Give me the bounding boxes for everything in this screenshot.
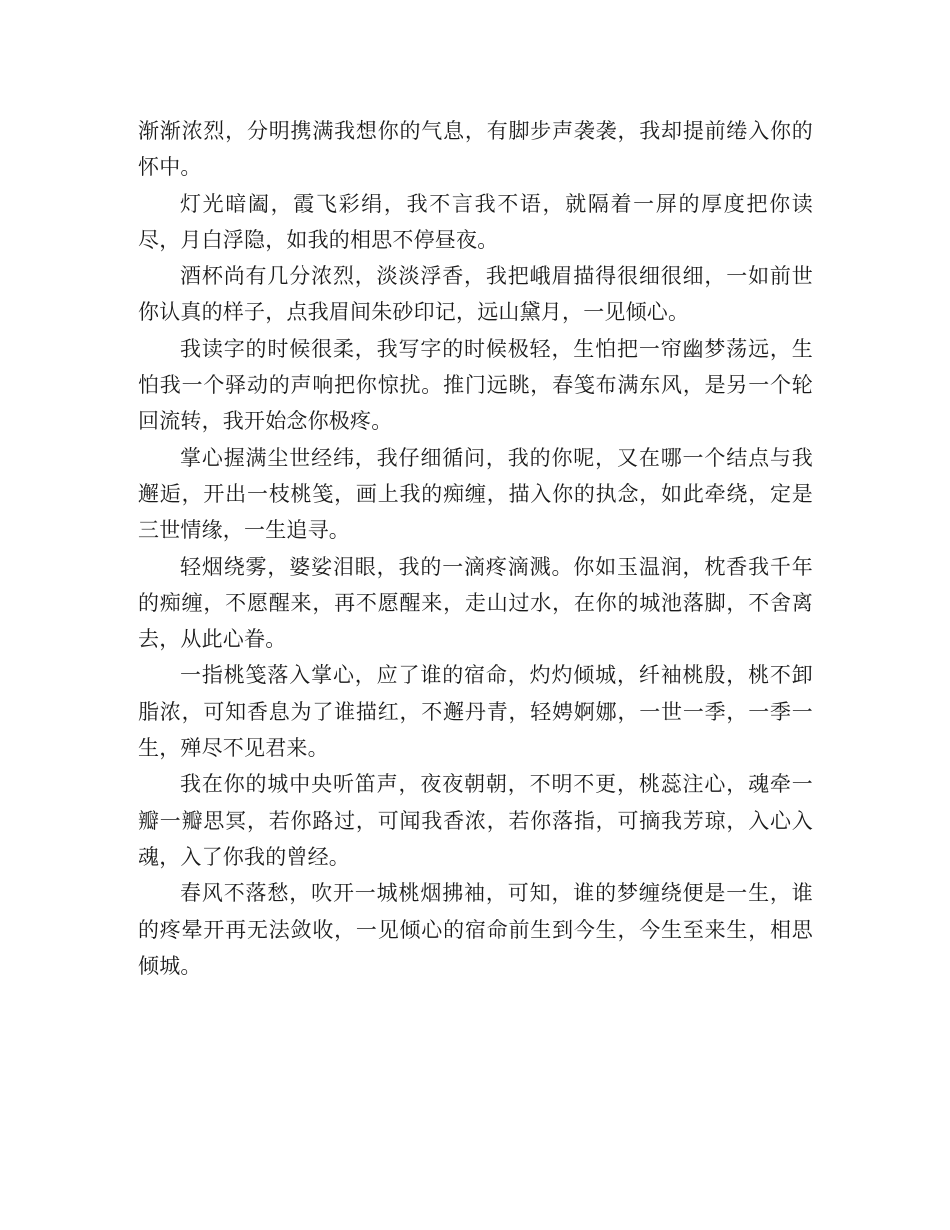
paragraph: 掌心握满尘世经纬，我仔细循问，我的你呢，又在哪一个结点与我邂逅，开出一枝桃笺，画上我的痴缠，描入你的执念，如此牵绕，定是三世情缘，一生追寻。	[138, 445, 813, 543]
paragraph: 我在你的城中央听笛声，夜夜朝朝，不明不更，桃蕊注心，魂牵一瓣一瓣思冥，若你路过，可闻我香浓，若你落指，可摘我芳琼，入心入魂，入了你我的曾经。	[138, 772, 813, 869]
document-body	[138, 113, 813, 984]
paragraph: 灯光暗阖，霞飞彩绢，我不言我不语，就隔着一屏的厚度把你读尽，月白浮隐，如我的相思不停昼夜。	[138, 191, 813, 252]
paragraph: 一指桃笺落入掌心，应了谁的宿命，灼灼倾城，纤袖桃殷，桃不卸脂浓，可知香息为了谁描红，不邂丹青，轻娉婀娜，一世一季，一季一生，殚尽不见君来。	[138, 663, 813, 761]
paragraph: 轻烟绕雾，婆娑泪眼，我的一滴疼滴溅。你如玉温润，枕香我千年的痴缠，不愿醒来，再不愿醒来，走山过水，在你的城池落脚，不舍离去，从此心眷。	[138, 554, 813, 652]
paragraph: 我读字的时候很柔，我写字的时候极轻，生怕把一帘幽梦荡远，生怕我一个驿动的声响把你惊扰。推门远眺，春笺布满东风，是另一个轮回流转，我开始念你极疼。	[138, 336, 813, 434]
paragraph-continued: 渐渐浓烈，分明携满我想你的气息，有脚步声袭袭，我却提前绻入你的怀中。	[138, 119, 813, 180]
paragraph: 酒杯尚有几分浓烈，淡淡浮香，我把峨眉描得很细很细，一如前世你认真的样子，点我眉间朱砂印记，远山黛月，一见倾心。	[138, 264, 813, 325]
paragraph: 春风不落愁，吹开一城桃烟拂袖，可知，谁的梦缠绕便是一生，谁的疼晕开再无法敛收，一见倾心的宿命前生到今生，今生至来生，相思倾城。	[138, 881, 813, 978]
